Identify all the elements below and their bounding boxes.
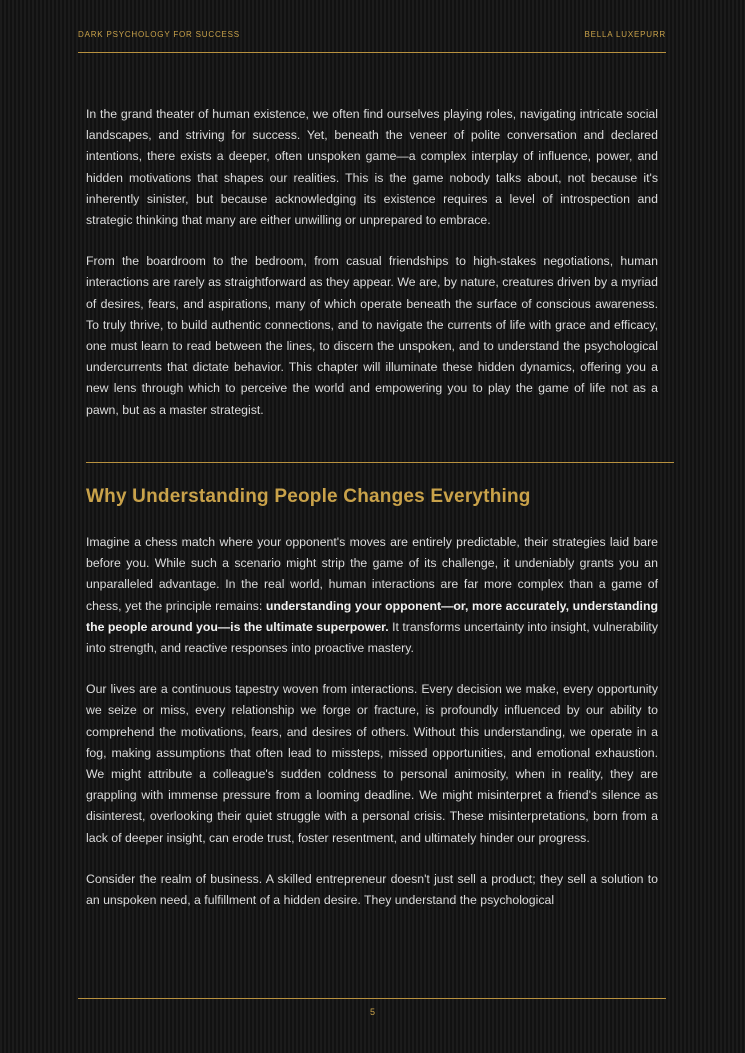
running-header xyxy=(78,30,666,39)
intro-paragraph-1: In the grand theater of human existence, we often find ourselves playing roles, navigating intricate social landscapes, and striving for success. Yet, beneath the veneer of polite conversation and declared intentions, there exists a deeper, often unspoken game—a complex interplay of influence, power, and hidden motivations that shapes our realities. This is the game nobody talks about, not because it's inherently sinister, but because acknowledging its existence requires a level of introspection and strategic thinking that many are either unwilling or unprepared to embrace. xyxy=(86,107,658,228)
header-rule xyxy=(78,52,666,53)
section-paragraph-1 xyxy=(86,532,658,659)
section-divider xyxy=(86,462,674,463)
section-paragraph-3: Consider the realm of business. A skilled entrepreneur doesn't just sell a product; they sell a solution to an unspoken need, a fulfillment of a hidden desire. They understand the psychological xyxy=(86,871,658,908)
header-book-title: DARK PSYCHOLOGY FOR SUCCESS xyxy=(78,30,240,39)
footer-rule xyxy=(78,998,666,999)
section-paragraph-1-end: It transforms uncertainty into insight, vulnerability into strength, and reactive responses into proactive mastery. xyxy=(86,619,658,656)
section-heading: Why Understanding People Changes Everything xyxy=(86,486,531,507)
header-author: BELLA LUXEPURR xyxy=(584,30,666,39)
section-paragraph-2: Our lives are a continuous tapestry woven from interactions. Every decision we make, every opportunity we seize or miss, every relationship we forge or fracture, is profoundly influenced by our ability to comprehend the motivations, fears, and desires of others. Without this understanding, we operate in a fog, making assumptions that often lead to missteps, missed opportunities, and emotional exhaustion. We might attribute a colleague's sudden coldness to personal animosity, when in reality, they are grappling with immense pressure from a looming deadline. We might misinterpret a friend's silence as disinterest, overlooking their quiet struggle with a personal crisis. These misinterpretations, born from a lack of deeper insight, can erode trust, foster resentment, and ultimately hinder our progress. xyxy=(86,682,658,845)
section-paragraph-1-start: Imagine a chess match where your opponent's moves are entirely predictable, their strategies laid bare before you. While such a scenario might strip the game of its challenge, it undeniably grants you an unparalleled advantage. In the real world, human interactions are far more complex than a game of chess, yet the principle remains: xyxy=(86,535,658,613)
intro-paragraph-2: From the boardroom to the bedroom, from casual friendships to high-stakes negotiations, human interactions are rarely as straightforward as they appear. We are, by nature, creatures driven by a myriad of desires, fears, and aspirations, many of which operate beneath the surface of conscious awareness. To truly thrive, to build authentic connections, and to navigate the currents of life with grace and efficacy, one must learn to read between the lines, to discern the unspoken, and to understand the psychological undercurrents that dictate behavior. This chapter will illuminate these hidden dynamics, offering you a new lens through which to perceive the world and empowering you to play the game of life not as a pawn, but as a master strategist. xyxy=(86,254,658,417)
section-content xyxy=(86,486,658,931)
section-paragraph-1-emphasis: understanding your opponent—or, more accurately, understanding the people around you—is the ultimate superpower. xyxy=(86,598,658,634)
page-content xyxy=(86,104,658,441)
page-number: 5 xyxy=(369,1007,375,1017)
